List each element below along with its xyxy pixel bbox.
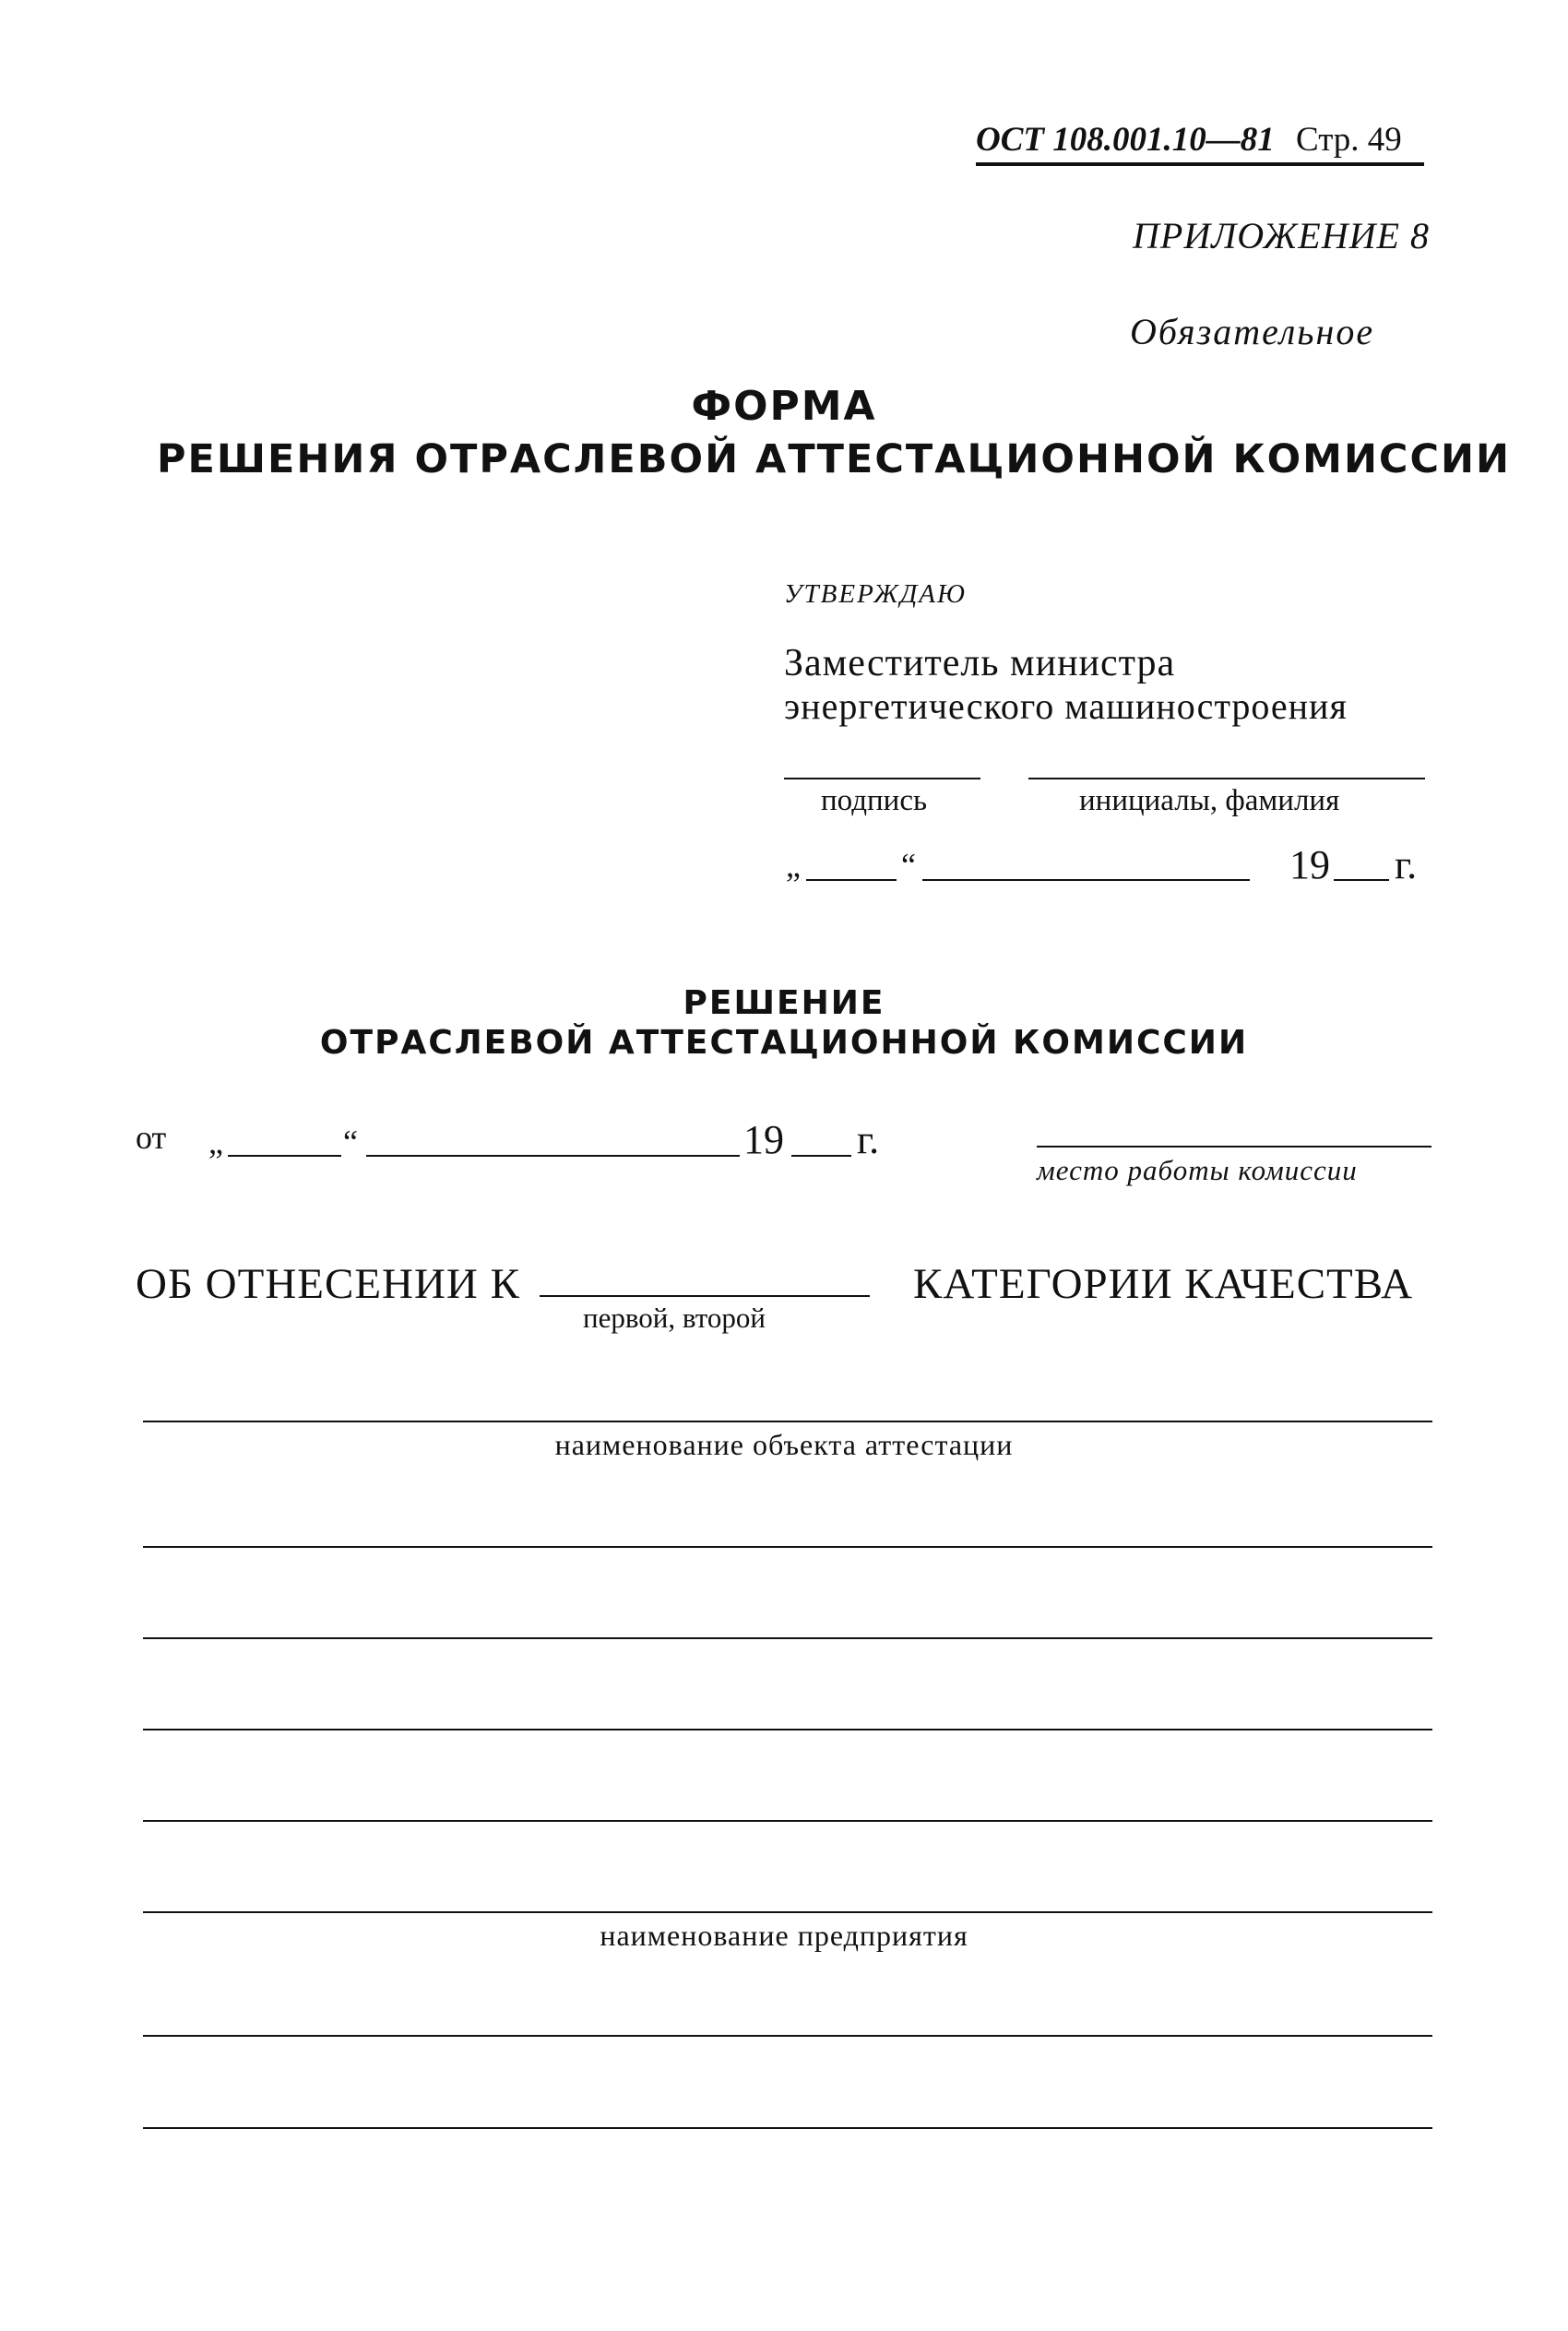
approval-year-field[interactable] xyxy=(1334,879,1389,881)
decision-from-label: от xyxy=(136,1119,167,1156)
form-title: ФОРМА xyxy=(691,383,877,430)
approval-year-suffix: г. xyxy=(1395,842,1418,887)
decision-subtitle: ОТРАСЛЕВОЙ АТТЕСТАЦИОННОЙ КОМИССИИ xyxy=(319,1024,1249,1062)
name-field[interactable] xyxy=(1028,778,1425,779)
enterprise-name-field[interactable] xyxy=(143,1911,1432,1913)
approve-label: УТВЕРЖДАЮ xyxy=(784,579,967,609)
object-name-label: наименование объекта аттестации xyxy=(554,1428,1014,1461)
header-rule xyxy=(976,162,1424,166)
enterprise-name-label: наименование предприятия xyxy=(600,1919,968,1952)
approver-position-line1: Заместитель министра xyxy=(784,642,1176,684)
decision-year-prefix: 19 xyxy=(743,1117,784,1162)
blank-field-line[interactable] xyxy=(143,1546,1432,1548)
decision-date-open-quote: „ xyxy=(208,1124,223,1160)
assignment-prefix: ОБ ОТНЕСЕНИИ К xyxy=(136,1260,520,1308)
blank-field-line[interactable] xyxy=(143,2035,1432,2037)
name-label: инициалы, фамилия xyxy=(1079,784,1340,817)
blank-field-line[interactable] xyxy=(143,1729,1432,1730)
blank-field-line[interactable] xyxy=(143,2127,1432,2129)
category-field[interactable] xyxy=(540,1295,870,1297)
commission-place-field[interactable] xyxy=(1037,1146,1431,1148)
blank-field-line[interactable] xyxy=(143,1637,1432,1639)
appendix-status: Обязательное xyxy=(1130,311,1375,352)
signature-label: подпись xyxy=(821,784,928,817)
object-name-field[interactable] xyxy=(143,1421,1432,1422)
decision-year-field[interactable] xyxy=(791,1155,851,1157)
decision-day-field[interactable] xyxy=(228,1155,341,1157)
category-options-label: первой, второй xyxy=(583,1302,766,1334)
signature-field[interactable] xyxy=(784,778,980,779)
decision-month-field[interactable] xyxy=(366,1155,740,1157)
approval-date-open-quote: „ xyxy=(786,847,801,884)
commission-place-label: место работы комиссии xyxy=(1037,1154,1358,1186)
approval-year-prefix: 19 xyxy=(1289,842,1330,887)
blank-field-line[interactable] xyxy=(143,1820,1432,1822)
approval-day-field[interactable] xyxy=(806,879,897,881)
decision-date-close-quote: “ xyxy=(343,1124,358,1160)
form-subtitle: РЕШЕНИЯ ОТРАСЛЕВОЙ АТТЕСТАЦИОННОЙ КОМИССИИ xyxy=(157,436,1512,482)
document-code: ОСТ 108.001.10—81 xyxy=(976,121,1275,159)
decision-year-suffix: г. xyxy=(857,1117,880,1162)
decision-title: РЕШЕНИЕ xyxy=(683,984,885,1022)
approval-date-close-quote: “ xyxy=(901,847,916,884)
page-number: Стр. 49 xyxy=(1296,121,1402,159)
appendix-title: ПРИЛОЖЕНИЕ 8 xyxy=(1133,215,1430,256)
approval-month-field[interactable] xyxy=(922,879,1250,881)
approver-position-line2: энергетического машиностроения xyxy=(784,685,1348,727)
assignment-suffix: КАТЕГОРИИ КАЧЕСТВА xyxy=(913,1260,1414,1308)
